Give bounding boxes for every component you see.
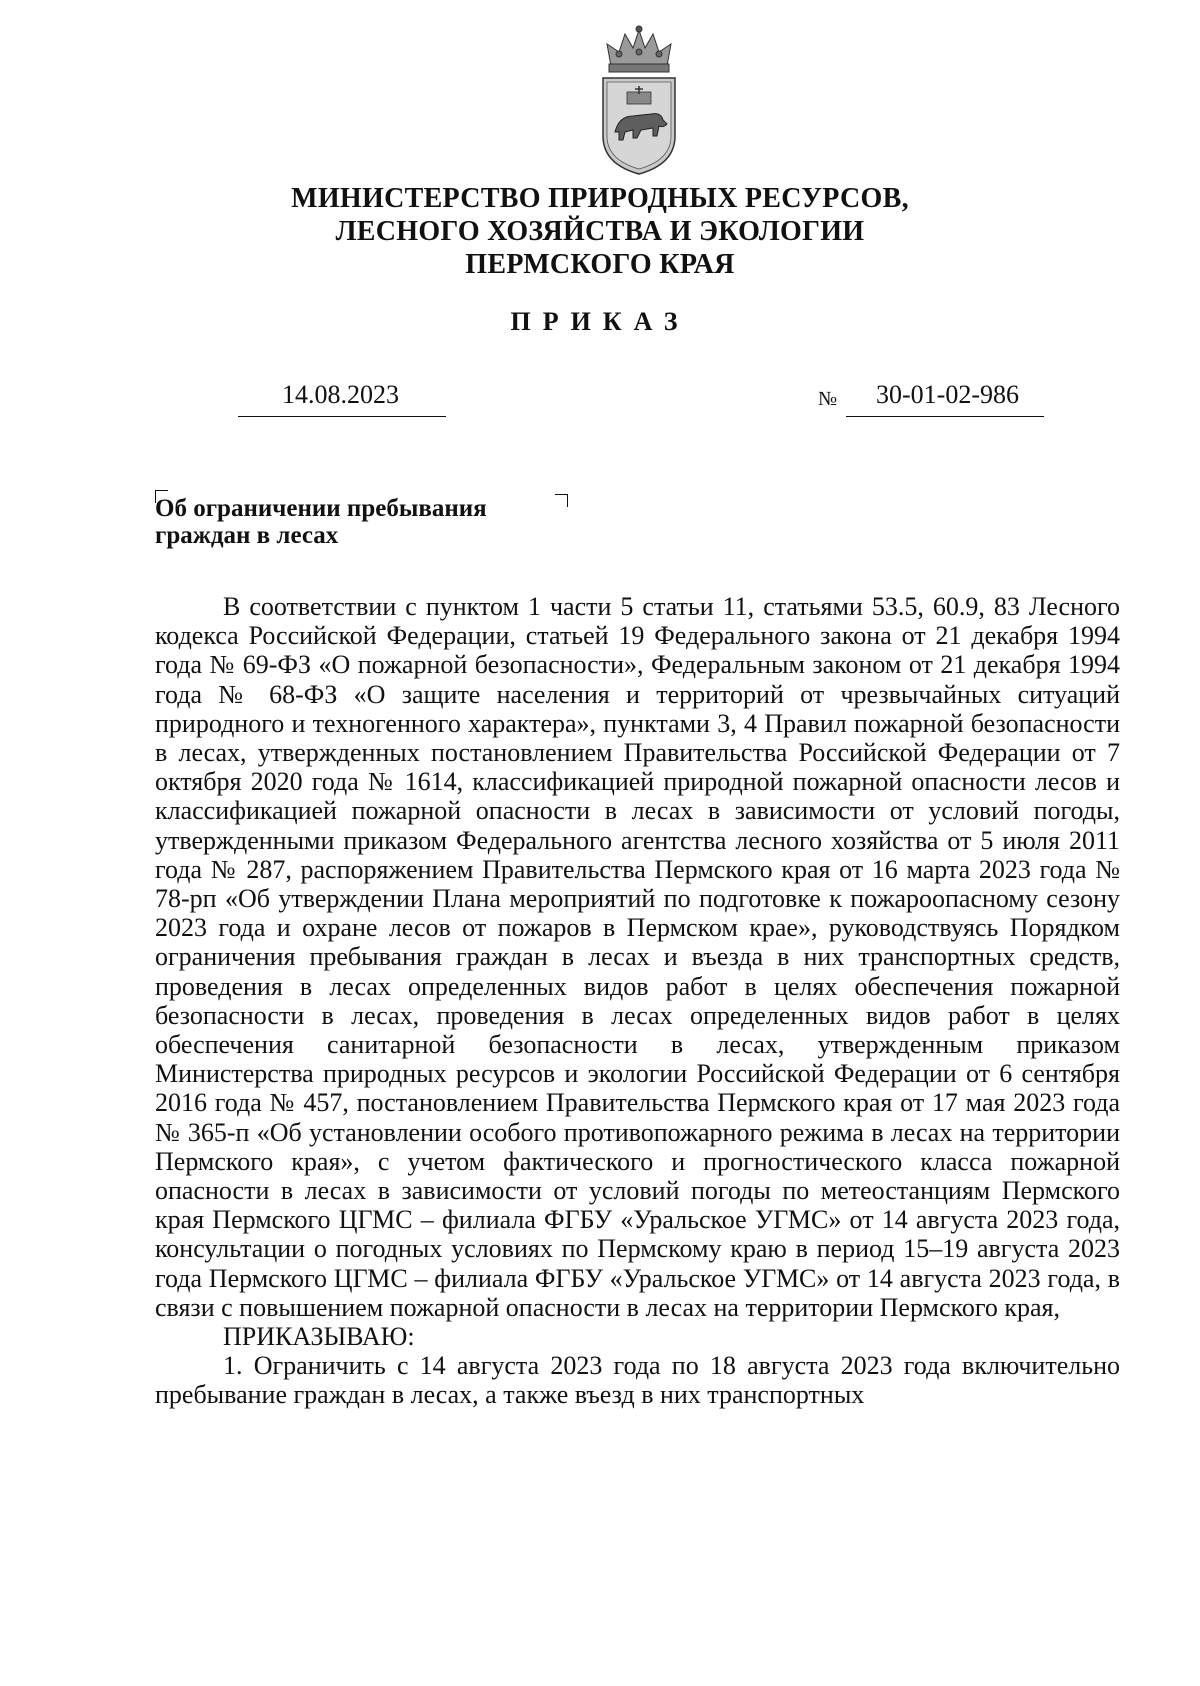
org-name-line-2: ЛЕСНОГО ХОЗЯЙСТВА И ЭКОЛОГИИ [335, 216, 865, 247]
preamble-paragraph: В соответствии с пунктом 1 части 5 статьи 11, статьями 53.5, 60.9, 83 Лесного кодекса Российской Федерации, статьей 19 Федерального закона от 21 декабря 1994 года № 69-ФЗ «О пожарной безопасности», Федеральным законом от 21 декабря 1994 года № 68-ФЗ «О защите населения и территорий от чрезвычайных ситуаций природного и техногенного характера», пунктами 3, 4 Правил пожарной безопасности в лесах, утвержденных постановлением Правительства Российской Федерации от 7 октября 2020 года № 1614, классификацией природной пожарной опасности лесов и классификацией пожарной опасности в лесах в зависимости от условий погоды, утвержденными приказом Федерального агентства лесного хозяйства от 5 июля 2011 года № 287, распоряжением Правительства Пермского края от 16 марта 2023 года № 78-рп «Об утверждении Плана мероприятий по подготовке к пожароопасному сезону 2023 года и охране лесов от пожаров в Пермском крае», руководствуясь Порядком ограничения пребывания граждан в лесах и въезда в них транспортных средств, проведения в лесах определенных видов работ в целях обеспечения пожарной безопасности в лесах, проведения в лесах определенных видов работ в целях обеспечения санитарной безопасности в лесах, утвержденным приказом Министерства природных ресурсов и экологии Российской Федерации от 6 сентября 2016 года № 457, постановлением Правительства Пермского края от 17 мая 2023 года № 365-п «Об установлении особого противопожарного режима в лесах на территории Пермского края», с учетом фактического и прогностического класса пожарной опасности в лесах в зависимости от условий погоды по метеостанциям Пермского края Пермского ЦГМС – филиала ФГБУ «Уральское УГМС» от 14 августа 2023 года, консультации о погодных условиях по Пермскому краю в период 15–19 августа 2023 года Пермского ЦГМС – филиала ФГБУ «Уральское УГМС» от 14 августа 2023 года, в связи с повышением пожарной опасности в лесах на территории Пермского края, [155, 592, 1120, 1322]
subject-corner-right [555, 494, 568, 507]
subject-line-1: Об ограничении пребывания [155, 495, 487, 522]
subject-line-2: граждан в лесах [155, 522, 339, 549]
document-date: 14.08.2023 [282, 380, 399, 409]
number-sign: № [818, 388, 838, 410]
document-subject [155, 495, 487, 549]
org-name-line-1: МИНИСТЕРСТВО ПРИРОДНЫХ РЕСУРСОВ, [291, 183, 909, 214]
order-item-1: 1. Ограничить с 14 августа 2023 года по 18 августа 2023 года включительно пребывание граждан в лесах, а также въезд в них транспортных [155, 1351, 1120, 1410]
perm-krai-coat-of-arms-icon [597, 24, 681, 176]
order-word: ПРИКАЗЫВАЮ: [223, 1322, 415, 1352]
number-field [846, 380, 1044, 417]
date-field [238, 380, 446, 417]
document-body [155, 592, 1120, 1410]
document-type: ПРИКАЗ [510, 307, 690, 336]
document-number: 30-01-02-986 [876, 380, 1019, 409]
org-name-line-3: ПЕРМСКОГО КРАЯ [465, 249, 735, 280]
